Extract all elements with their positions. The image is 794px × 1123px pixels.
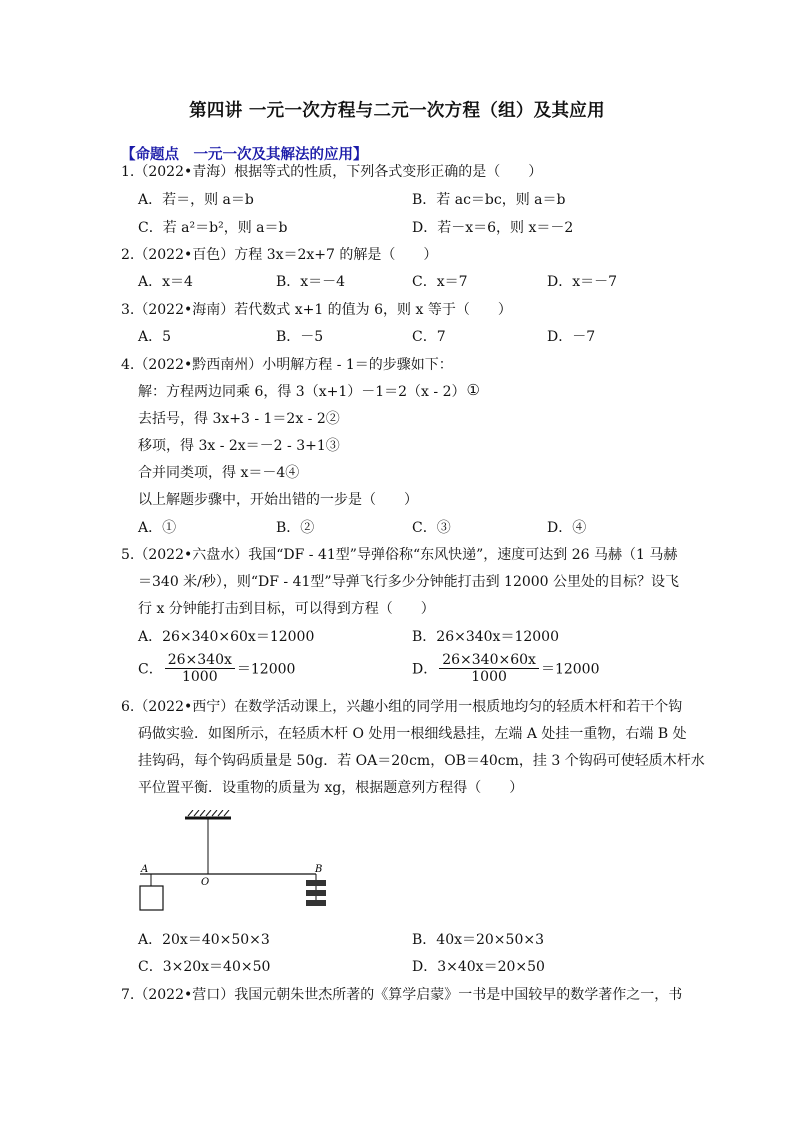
q2-stem: 2.（2022•百色）方程 3x＝2x+7 的解是（ ） — [121, 247, 438, 263]
q5-option-c — [138, 652, 295, 685]
q4-stem: 4.（2022•黔西南州）小明解方程 - 1＝的步骤如下： — [121, 357, 453, 373]
q3-option-a: A．5 — [138, 329, 172, 345]
q4-option-b — [276, 518, 314, 538]
step-marker-1: ① — [466, 381, 480, 399]
q5-option-a: A．26×340×60x＝12000 — [138, 629, 315, 645]
q5-line-1: 5.（2022•六盘水）我国“DF - 41型”导弹俗称“东风快递”，速度可达到 26 马赫（1 马赫 — [121, 547, 678, 563]
q5-option-c-label: C． — [138, 661, 163, 678]
q4-step-4-text: 合并同类项，得 x＝－4 — [138, 465, 286, 481]
q5-option-d — [412, 652, 600, 685]
q5-option-d-label: D． — [412, 661, 438, 678]
q4-option-c-value: ③ — [436, 520, 451, 536]
q5-option-c-fraction — [165, 652, 235, 685]
q4-step-3-text: 移项，得 3x - 2x＝－2 - 3+1 — [138, 438, 326, 454]
label-o: O — [201, 877, 210, 888]
q4-option-c — [412, 518, 451, 538]
q5-option-c-rhs: ＝12000 — [236, 661, 296, 678]
step-marker-2: ② — [325, 411, 340, 427]
q6-line-1: 6.（2022•西宁）在数学活动课上，兴趣小组的同学用一根质地均匀的轻质木杆和若干个钩 — [121, 699, 683, 715]
section-heading: 【命题点 一元一次及其解法的应用】 — [121, 146, 368, 163]
q2-option-d: D．x＝－7 — [547, 274, 618, 290]
ceiling-hatch — [188, 810, 229, 816]
q4-option-b-value: ② — [300, 520, 315, 536]
hook-weight-1 — [306, 880, 326, 886]
fraction-denominator: 1000 — [181, 669, 218, 685]
lever-diagram — [133, 810, 333, 920]
fraction-denominator: 1000 — [471, 669, 507, 685]
q4-step-2 — [138, 409, 340, 429]
page-title: 第四讲 一元一次方程与二元一次方程（组）及其应用 — [189, 101, 605, 121]
q1-stem: 1.（2022•青海）根据等式的性质，下列各式变形正确的是（ ） — [121, 164, 543, 180]
q5-option-b: B．26×340x＝12000 — [412, 629, 559, 645]
step-marker-4: ④ — [285, 465, 300, 481]
q5-line-2: ＝340 米/秒），则“DF - 41型”导弹飞行多少分钟能打击到 12000 公里处的目标？设飞 — [138, 574, 680, 590]
step-marker-3: ③ — [325, 438, 340, 454]
q4-step-2-text: 去括号，得 3x+3 - 1＝2x - 2 — [138, 411, 326, 427]
q7-line-1: 7.（2022•营口）我国元朝朱世杰所著的《算学启蒙》一书是中国较早的数学著作之一，书 — [121, 987, 683, 1003]
fraction-numerator: 26×340x — [165, 652, 235, 669]
q2-option-b: B．x＝－4 — [276, 274, 346, 290]
q4-step-1-text: 解：方程两边同乘 6，得 3（x+1）－1＝2（x - 2） — [138, 384, 466, 400]
label-a: A — [141, 864, 149, 875]
q4-option-d-label: D． — [547, 520, 573, 536]
q3-option-c: C．7 — [412, 329, 446, 345]
q3-option-b: B．－5 — [276, 329, 324, 345]
q6-option-b: B．40x＝20×50×3 — [412, 932, 544, 948]
q4-option-d — [547, 518, 586, 538]
q4-option-a — [138, 518, 176, 538]
q1-option-a: A．若＝，则 a＝b — [138, 192, 254, 208]
q6-option-d: D．3×40x＝20×50 — [412, 959, 545, 975]
q6-option-a: A．20x＝40×50×3 — [138, 932, 270, 948]
hook-weight-2 — [306, 890, 326, 896]
q3-stem: 3.（2022•海南）若代数式 x+1 的值为 6，则 x 等于（ ） — [121, 302, 512, 318]
q4-option-b-label: B． — [276, 520, 301, 536]
q6-line-3: 挂钩码，每个钩码质量是 50g．若 OA＝20cm，OB＝40cm，挂 3 个钩码可使轻质木杆水 — [138, 753, 705, 769]
q5-option-d-fraction — [439, 652, 539, 685]
q4-step-1 — [138, 382, 480, 402]
hook-weight-3 — [306, 900, 326, 906]
q4-question: 以上解题步骤中，开始出错的一步是（ ） — [138, 492, 418, 508]
q2-option-c: C．x＝7 — [412, 274, 468, 290]
q5-line-3: 行 x 分钟能打击到目标，可以得到方程（ ） — [138, 601, 435, 617]
q5-option-d-rhs: ＝12000 — [540, 661, 600, 678]
weight-box — [140, 886, 163, 910]
q3-option-d: D．－7 — [547, 329, 596, 345]
q4-option-d-value: ④ — [572, 520, 587, 536]
label-b: B — [315, 864, 323, 875]
q2-option-a: A．x＝4 — [138, 274, 193, 290]
q6-line-4: 平位置平衡．设重物的质量为 xg，根据题意列方程得（ ） — [138, 780, 524, 796]
q6-line-2: 码做实验．如图所示，在轻质木杆 O 处用一根细线悬挂，左端 A 处挂一重物，右端 B 处 — [138, 726, 687, 742]
q4-step-3 — [138, 436, 340, 456]
fraction-numerator: 26×340×60x — [439, 652, 539, 669]
q4-option-c-label: C． — [412, 520, 437, 536]
q1-option-d: D．若－x＝6，则 x＝－2 — [412, 220, 574, 236]
q4-option-a-value: ① — [162, 520, 177, 536]
q4-option-a-label: A． — [138, 520, 163, 536]
q6-option-c: C．3×20x＝40×50 — [138, 959, 271, 975]
q1-option-c: C．若 a²＝b²，则 a＝b — [138, 220, 288, 236]
q1-option-b: B．若 ac＝bc，则 a＝b — [412, 192, 566, 208]
q4-step-4 — [138, 463, 299, 483]
